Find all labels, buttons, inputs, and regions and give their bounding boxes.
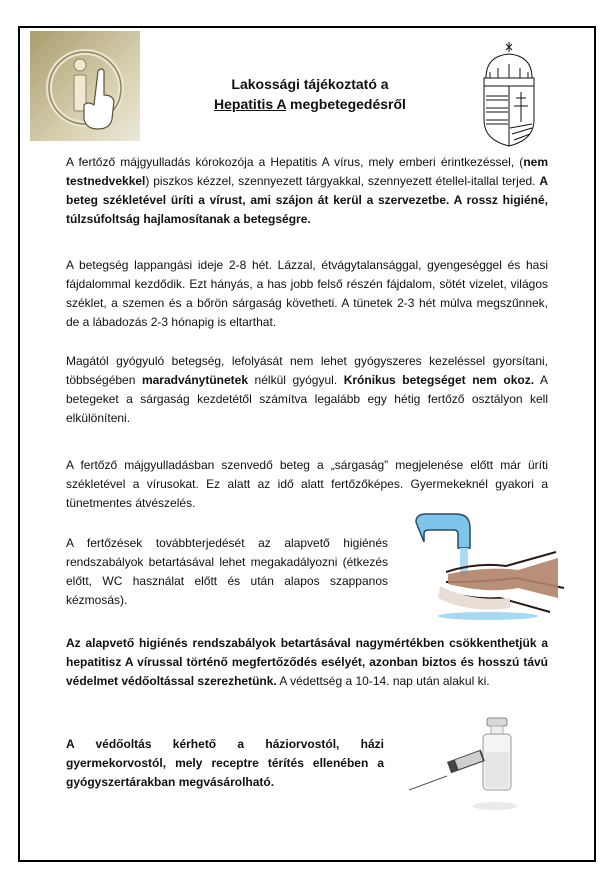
handwashing-image bbox=[410, 512, 570, 620]
bold-text: A beteg székletével üríti a vírust, ami szájon át kerül a szervezetbe. A rossz higiéné, túlzsúfoltság hajlamosítanak a betegségre. bbox=[66, 174, 548, 226]
paragraph-contagiousness: A fertőző májgyulladásban szenvedő beteg a „sárgaság” megjelenése előtt már üríti székletével a vírusokat. Ez alatt az idő alatt fertőzőképes. Gyermekeknél gyakori a tünetmentes átvészelés. bbox=[66, 458, 548, 510]
paragraph-symptoms: A betegség lappangási ideje 2-8 hét. Lázzal, étvágytalansággal, gyengeséggel és hasi fájdalommal kezdődik. Ezt hányás, a has jobb felső részén fájdalom, sötét vizelet, világos széklet, a szemen és a bőrön sárgaság követheti. A tünetek 2-3 hét múlva megszűnnek, de a lábadozás 2-3 hónapig is eltarthat. bbox=[66, 258, 548, 329]
paragraph-vaccination bbox=[66, 634, 548, 691]
text: ) piszkos kézzel, szennyezett tárgyakkal, szennyezett étellel-itallal terjed. bbox=[145, 174, 540, 188]
bold-text: nem testnedvekkel bbox=[66, 155, 548, 188]
title-line-1: Lakossági tájékoztató a bbox=[231, 76, 389, 92]
info-icon bbox=[30, 31, 140, 141]
vaccine-image bbox=[395, 712, 565, 812]
bold-text: A védőoltás kérhető a háziorvostól, házi gyermekorvostól, mely receptre térítés ellenében a gyógyszertárakban megvásárolható. bbox=[66, 737, 384, 789]
text: A betegeket a sárgaság kezdetétől számítva legalább egy hétig fertőző osztályon kell elkülöníteni. bbox=[66, 373, 548, 425]
paragraph-prevention: A fertőzések továbbterjedését az alapvető higiénés rendszabályok betartásával lehet megakadályozni (étkezés előtt, WC használat előtt és után alapos szappanos kézmosás). bbox=[66, 536, 388, 607]
text: nélkül gyógyul. bbox=[248, 373, 344, 387]
bold-text: maradványtünetek bbox=[141, 373, 248, 387]
bold-text: Krónikus betegséget nem okoz. bbox=[343, 373, 535, 387]
coat-of-arms-icon bbox=[478, 40, 540, 150]
text: Magától gyógyuló betegség, lefolyását nem lehet gyógyszeres kezeléssel gyorsítani, többségében bbox=[66, 354, 548, 387]
title-line-2 bbox=[150, 94, 470, 114]
bold-text: Az alapvető higiénés rendszabályok betartásával nagymértékben csökkenthetjük a hepatitisz A vírussal történő megfertőződés esélyét, azonban biztos és hosszú távú védelmet védőoltással szerezhetünk. bbox=[66, 636, 548, 688]
document-title bbox=[150, 74, 470, 114]
paragraph-course bbox=[66, 352, 548, 428]
title-line-2-rest: megbetegedésről bbox=[286, 96, 406, 112]
text: A védettség a 10-14. nap után alakul ki. bbox=[276, 674, 490, 688]
paragraph-transmission bbox=[66, 153, 548, 229]
paragraph-vaccine-availability bbox=[66, 735, 384, 792]
title-disease-name: Hepatitis A bbox=[214, 96, 287, 112]
text: A fertőző májgyulladás kórokozója a Hepatitis A vírus, mely emberi érintkezéssel, ( bbox=[66, 155, 524, 169]
